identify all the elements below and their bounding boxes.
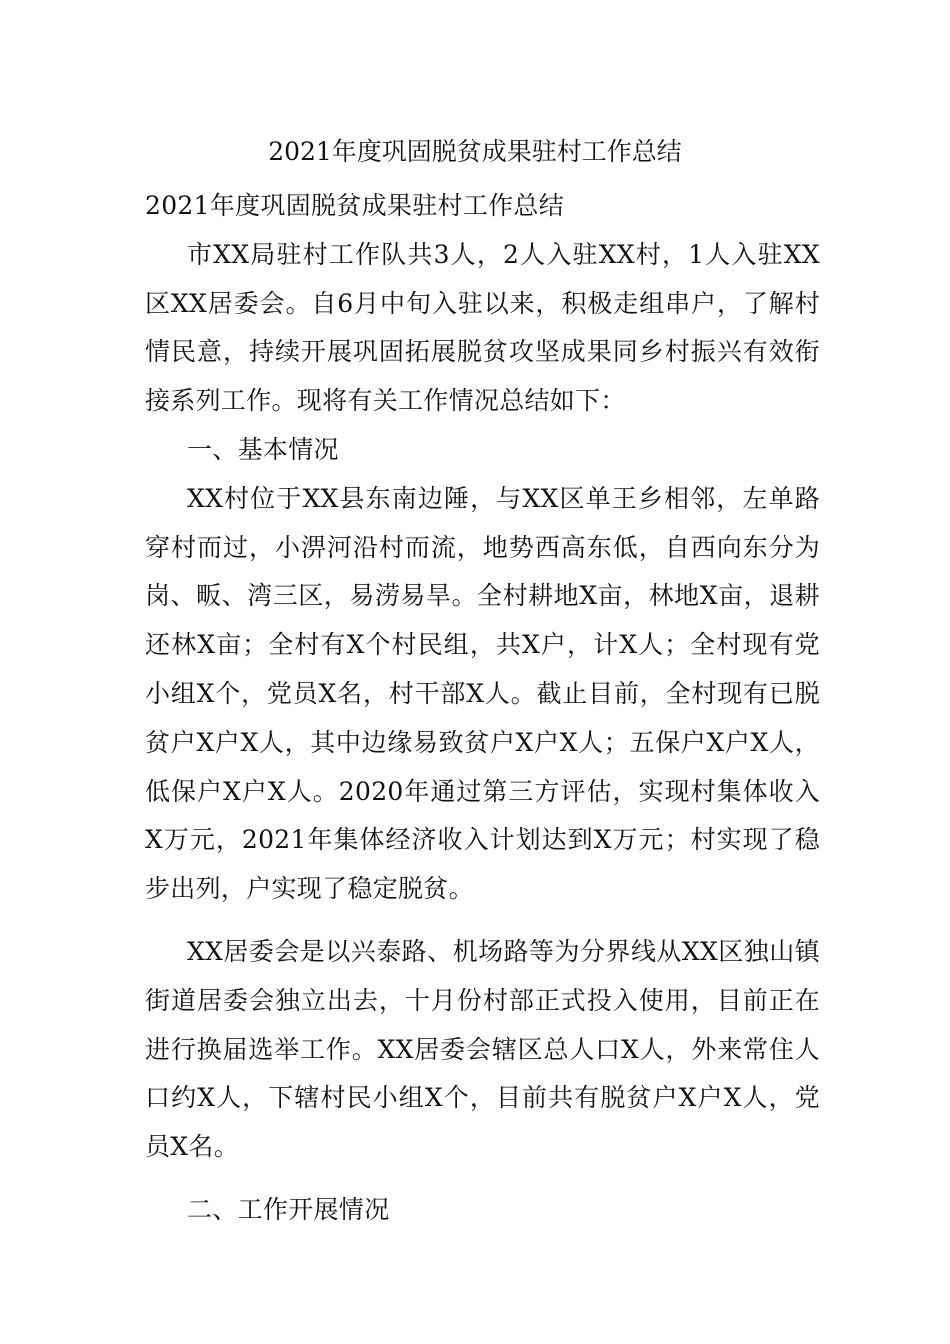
document-subtitle: 2021年度巩固脱贫成果驻村工作总结 [145, 191, 565, 220]
section-heading-work: 二、工作开展情况 [187, 1194, 390, 1224]
document-title: 2021年度巩固脱贫成果驻村工作总结 [268, 137, 682, 166]
document-body [145, 182, 820, 1235]
basic-situation-paragraph-1: XX村位于XX县东南边陲，与XX区单王乡相邻，左单路穿村而过，小淠河沿村而流，地势西高东低，自西向东分为岗、畈、湾三区，易涝易旱。全村耕地X亩，林地X亩，退耕还林X亩；全村有X个村民组，共X户，计X人；全村现有党小组X个，党员X名，村干部X人。截止目前，全村现有已脱贫户X户X人，其中边缘易致贫户X户X人；五保户X户X人，低保户X户X人。2020年通过第三方评估，实现村集体收入X万元，2021年集体经济收入计划达到X万元；村实现了稳步出列，户实现了稳定脱贫。 [145, 483, 820, 904]
intro-paragraph: 市XX局驻村工作队共3人，2人入驻XX村，1人入驻XX区XX居委会。自6月中旬入驻以来，积极走组串户，了解村情民意，持续开展巩固拓展脱贫攻坚成果同乡村振兴有效衔接系列工作。现将有关工作情况总结如下： [145, 239, 820, 416]
basic-situation-paragraph-2: XX居委会是以兴泰路、机场路等为分界线从XX区独山镇街道居委会独立出去，十月份村部正式投入使用，目前正在进行换届选举工作。XX居委会辖区总人口X人，外来常住人口约X人，下辖村民小组X个，目前共有脱贫户X户X人，党员X名。 [145, 936, 820, 1162]
section-heading-basic: 一、基本情况 [187, 434, 339, 464]
